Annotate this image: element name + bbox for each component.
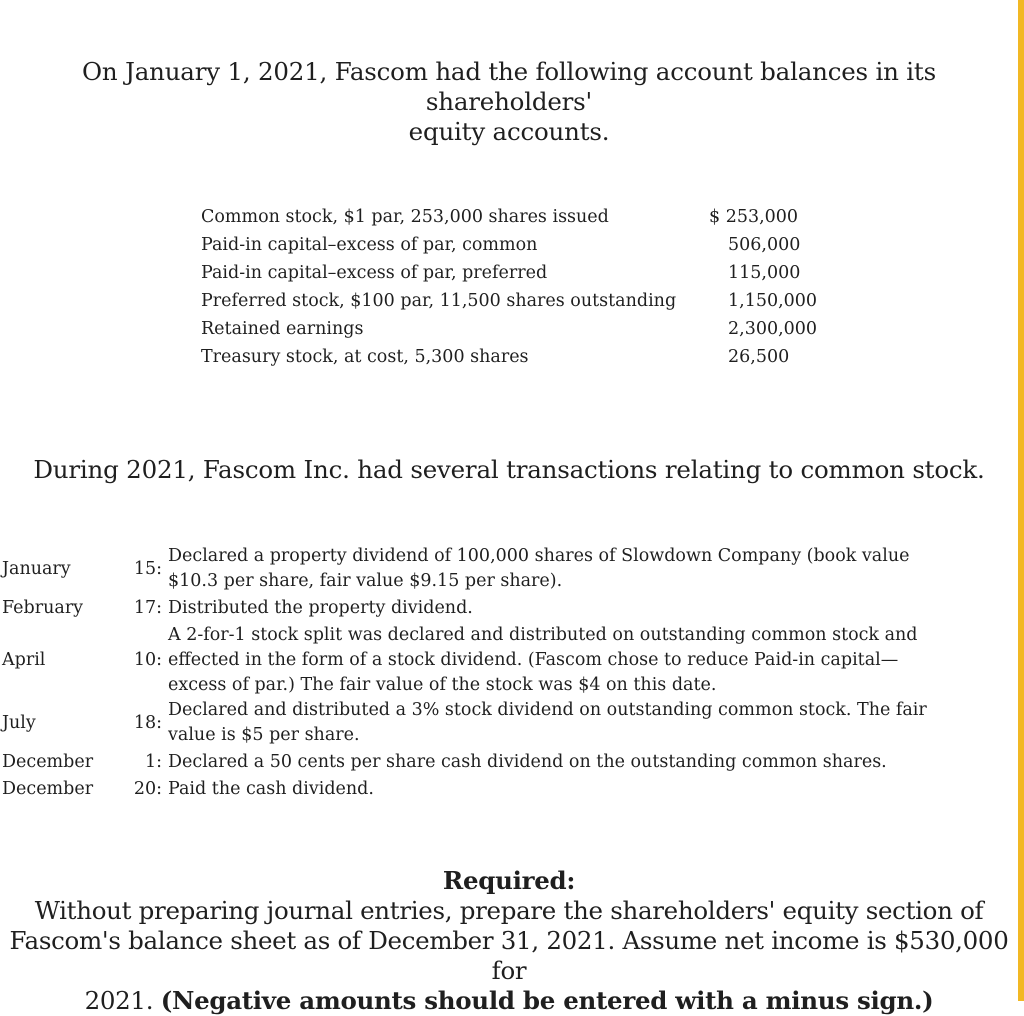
required-line-2: Fascom's balance sheet as of December 31, 2021. Assume net income is $530,000 for <box>9 926 1009 985</box>
required-line-3 <box>0 986 1018 1016</box>
transaction-day: 1: <box>144 752 162 772</box>
required-section <box>0 866 1018 1016</box>
transaction-day: 20: <box>133 779 162 799</box>
table-row <box>201 203 848 231</box>
transaction-month: February <box>2 598 84 618</box>
transaction-description <box>168 698 998 748</box>
table-row <box>2 623 998 698</box>
description-line: Distributed the property dividend. <box>168 598 473 618</box>
table-row <box>2 544 998 594</box>
transaction-day: 17: <box>133 598 162 618</box>
intro-paragraph <box>0 57 1018 147</box>
account-balances-table <box>201 203 848 371</box>
transaction-month: December <box>2 752 94 772</box>
transaction-day: 10: <box>133 650 162 670</box>
required-line-1: Without preparing journal entries, prepare the shareholders' equity section of <box>34 896 984 925</box>
account-amount: $ 253,000 <box>709 207 799 227</box>
account-name: Common stock, $1 par, 253,000 shares issued <box>201 207 609 227</box>
table-row <box>201 231 848 259</box>
description-line: Declared a 50 cents per share cash dividend on the outstanding common shares. <box>168 752 887 772</box>
account-name: Paid-in capital–excess of par, preferred <box>201 263 548 283</box>
transaction-description <box>168 594 998 623</box>
description-line: Declared a property dividend of 100,000 shares of Slowdown Company (book value <box>168 546 910 566</box>
description-line: A 2-for-1 stock split was declared and distributed on outstanding common stock and <box>168 625 918 645</box>
right-edge-accent-bar <box>1018 0 1024 1001</box>
account-amount: 1,150,000 <box>728 291 818 311</box>
table-row <box>201 259 848 287</box>
account-amount: 115,000 <box>728 263 801 283</box>
transaction-month: April <box>2 650 46 670</box>
description-line: $10.3 per share, fair value $9.15 per share). <box>168 571 563 591</box>
account-name: Treasury stock, at cost, 5,300 shares <box>201 347 529 367</box>
table-row <box>2 748 998 775</box>
table-row <box>201 287 848 315</box>
transaction-description <box>168 775 998 802</box>
negative-amounts-note: (Negative amounts should be entered with a minus sign.) <box>160 986 934 1015</box>
description-line: Declared and distributed a 3% stock dividend on outstanding common stock. The fair <box>168 700 927 720</box>
intro-line-1: On January 1, 2021, Fascom had the following account balances in its shareholders' <box>82 57 936 116</box>
transaction-month: July <box>2 712 36 733</box>
account-amount: 2,300,000 <box>728 319 818 339</box>
account-name: Preferred stock, $100 par, 11,500 shares outstanding <box>201 291 677 311</box>
table-row <box>2 775 998 802</box>
transaction-month: December <box>2 779 94 799</box>
table-row <box>2 698 998 748</box>
required-line-3-start: 2021. <box>84 986 154 1015</box>
account-name: Retained earnings <box>201 319 364 339</box>
required-title: Required: <box>442 866 576 895</box>
account-name: Paid-in capital–excess of par, common <box>201 235 538 255</box>
transactions-heading: During 2021, Fascom Inc. had several transactions relating to common stock. <box>33 455 985 484</box>
account-amount: 26,500 <box>728 347 790 367</box>
intro-line-2: equity accounts. <box>408 117 610 146</box>
description-line: excess of par.) The fair value of the stock was $4 on this date. <box>168 675 717 695</box>
transaction-day: 18: <box>133 712 162 733</box>
transaction-description <box>168 544 998 594</box>
transactions-table <box>2 544 998 802</box>
table-row <box>201 315 848 343</box>
table-row <box>201 343 848 371</box>
table-row <box>2 594 998 623</box>
transaction-month: January <box>2 558 71 579</box>
description-line: Paid the cash dividend. <box>168 779 374 799</box>
description-line: effected in the form of a stock dividend. (Fascom chose to reduce Paid-in capital— <box>168 650 899 670</box>
description-line: value is $5 per share. <box>168 725 360 745</box>
transaction-description <box>168 623 998 698</box>
transaction-day: 15: <box>133 558 162 579</box>
account-amount: 506,000 <box>728 235 801 255</box>
transaction-description <box>168 748 998 775</box>
